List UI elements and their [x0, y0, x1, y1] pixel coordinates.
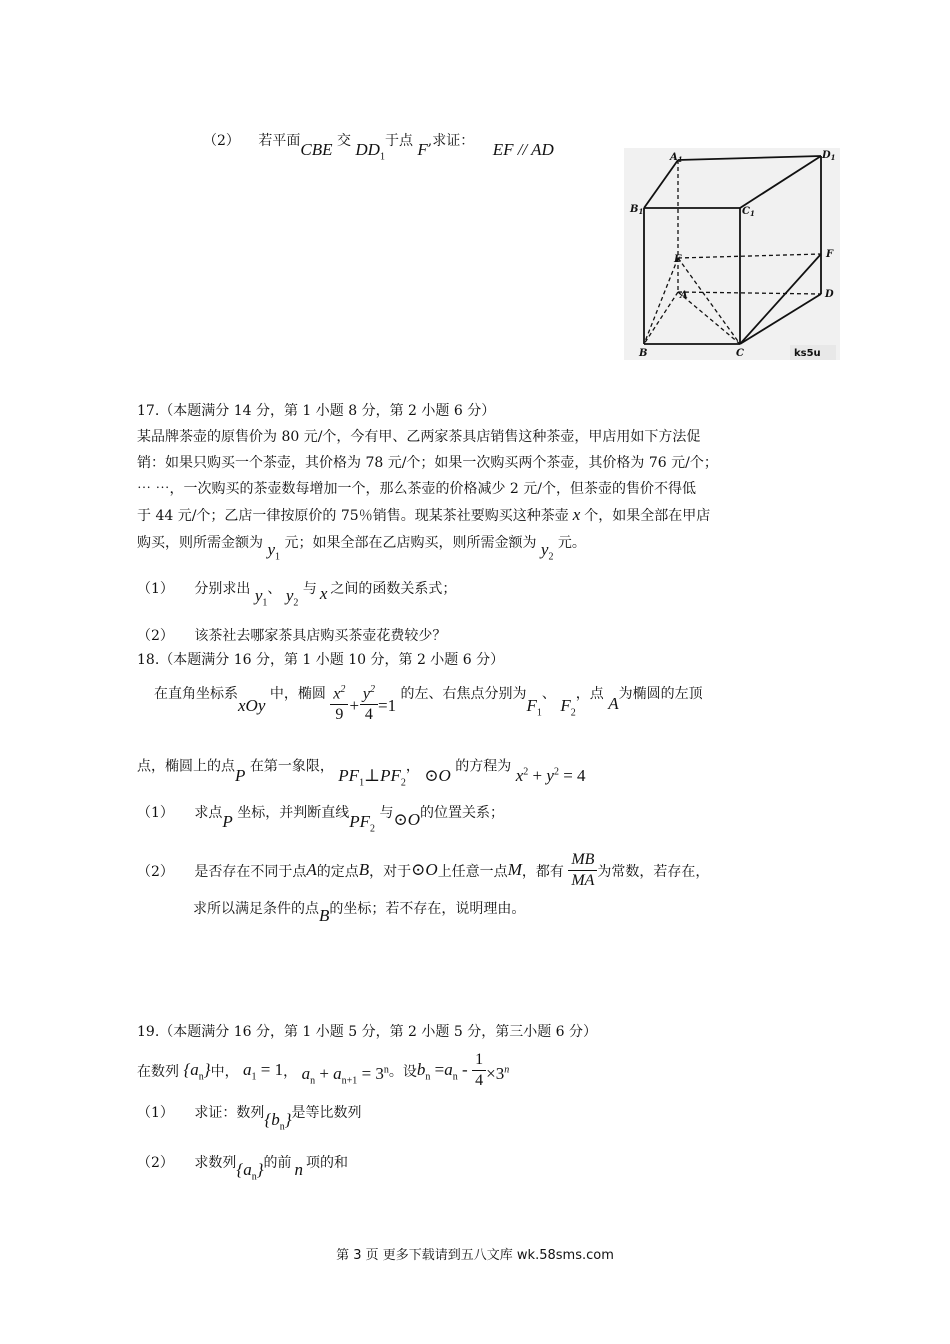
- q19-part2: （2） 求数列$\{a_n\}$的前 n 项的和: [137, 1155, 348, 1183]
- svg-text:B1: $B_1$: [630, 204, 644, 216]
- label-B1: B: [630, 204, 639, 215]
- q18-line1: 在直角坐标系xOy 中，椭圆 $\frac{x^2}{9}$ + $\frac{y^2}{4}$ =1 的左、右焦点分别为$F_1$、 $F_2$，点 A为椭圆的左顶: [154, 684, 703, 725]
- cube-diagram: [624, 148, 840, 360]
- label-A: A: [680, 290, 688, 301]
- q18-part2: （2） 是否存在不同于点A的定点B，对于⊙O上任意一点M，都有 $\frac{MB}{MA}$ 为常数，若存在，: [137, 851, 710, 889]
- svg-text:A1: $A_1$: [670, 152, 683, 164]
- q18-part2-cont: 求所以满足条件的点B的坐标；若不存在，说明理由。: [193, 901, 526, 925]
- q19-part1: （1） 求证：数列$\{b_n\}$是等比数列: [137, 1105, 362, 1133]
- q18-header: 18.（本题满分 16 分，第 1 小题 10 分，第 2 小题 6 分）: [137, 652, 505, 668]
- svg-text:C1: $C_1$: [742, 206, 755, 218]
- q17-block: 17.（本题满分 14 分，第 1 小题 8 分，第 2 小题 6 分） 某品牌茶壶的原售价为 80 元/个，今有甲、乙两家茶具店销售这种茶壶，甲店用如下方法促 销：如果只购买一个茶壶，其价格为 78 元/个；如果一次购买两个茶壶，其价格为 76 元/个； ⋯ ⋯，一次购买的茶壶数每增加一个，那么茶壶的价格减少 2 元/个，但茶壶的售价不得低 于 44 元/个；乙店一律按原价的 75％销售。现某茶社要购买这种茶壶 x 个，如果全部在甲店 购买，则所需金额为 $y_1$ 元；如果全部在乙店购买，则所需金额为 $y_2$ 元。: [137, 398, 817, 563]
- svg-text:D1: $D_1$: [822, 150, 836, 162]
- label-C1: C: [742, 206, 750, 217]
- q16-part2: （2） 若平面CBE 交 $DD_1$于点 F,求证： EF // AD: [203, 133, 554, 163]
- label-E: E: [674, 254, 682, 265]
- label-F: F: [826, 249, 834, 260]
- label-C: C: [736, 348, 744, 359]
- label-D1: D: [822, 150, 831, 161]
- label-D: D: [825, 289, 834, 300]
- watermark: ks5u: [794, 348, 821, 359]
- q19-line1: 在数列 $\{a_n\}$中， $a_1 = 1$， $a_n + a_{n+1} = 3^n$。设$b_n =a_n$ - $\frac{1}{4}$ $\times 3^n$: [137, 1051, 510, 1089]
- q18-line2: 点，椭圆上的点P 在第一象限， $PF_1\perp PF_2$， ⊙O 的方程为 $x^2 + y^2 = 4$: [137, 758, 586, 789]
- page-footer: 第 3 页 更多下载请到五八文库 wk.58sms.com: [336, 1248, 614, 1263]
- q18-part1: （1） 求点P 坐标，并判断直线$PF_2$ 与⊙O的位置关系；: [137, 805, 504, 835]
- q17-part2: （2） 该茶社去哪家茶具店购买茶壶花费较少？: [137, 628, 447, 644]
- q19-header: 19.（本题满分 16 分，第 1 小题 5 分，第 2 小题 5 分，第三小题 6 分）: [137, 1024, 598, 1040]
- cube-figure: [624, 148, 840, 360]
- label-B: B: [639, 348, 648, 359]
- q17-part1: （1） 分别求出 $y_1$、 $y_2$ 与 x 之间的函数关系式；: [137, 581, 457, 609]
- label-A1: A: [670, 152, 678, 163]
- q17-header: 17.（本题满分 14 分，第 1 小题 8 分，第 2 小题 6 分）: [137, 403, 496, 419]
